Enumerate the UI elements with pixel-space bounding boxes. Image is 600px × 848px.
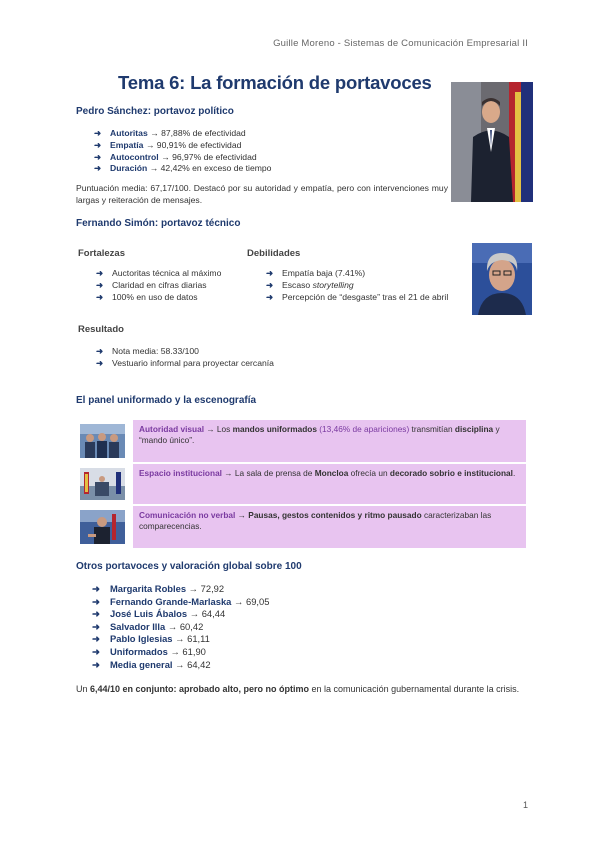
item-text: → 64,42 <box>175 658 211 670</box>
list-item <box>94 152 271 164</box>
row-thumbnail <box>76 464 129 504</box>
weaknesses-title: Debilidades <box>247 248 301 259</box>
otros-list <box>92 583 269 671</box>
row-text-bold: disciplina <box>454 424 494 434</box>
item-label: Autocontrol <box>110 151 159 162</box>
list-item <box>92 583 269 596</box>
row-lead: Autoridad visual <box>139 424 205 434</box>
list-item <box>266 280 448 292</box>
row-text-part: caracterizaban las comparecencias. <box>139 510 492 531</box>
row-lead: Comunicación no verbal <box>139 510 236 520</box>
uniformed-image <box>80 424 125 458</box>
row-text-bold: Pausas, gestos contenidos y ritmo pausado <box>248 510 422 520</box>
arrow-icon: ➜ <box>266 268 274 278</box>
weaknesses-list <box>266 268 448 303</box>
sanchez-photo <box>451 82 533 202</box>
item-text: → 69,05 <box>234 595 270 607</box>
arrow-icon: ➜ <box>266 279 274 290</box>
row-thumbnail <box>76 420 129 462</box>
arrow-icon: ➜ <box>92 658 100 670</box>
speaker-image <box>80 510 125 544</box>
page-header: Guille Moreno - Sistemas de Comunicación Empresarial II <box>273 38 528 49</box>
simon-photo <box>472 243 532 315</box>
item-text: Escaso <box>282 279 313 290</box>
sanchez-summary: Puntuación media: 67,17/100. Destacó por su autoridad y empatía, pero con intervenciones muy largas y reiteración de mensajes. <box>76 183 448 205</box>
item-label: Media general <box>110 658 173 670</box>
arrow-icon: ➜ <box>92 608 100 620</box>
row-text-part: → <box>235 510 249 520</box>
panel-heading: El panel uniformado y la escenografía <box>76 395 257 406</box>
list-item <box>96 280 221 292</box>
row-text <box>133 464 526 504</box>
page-title: Tema 6: La formación de portavoces <box>118 72 432 93</box>
row-text-highlight: (13,46% de apariciones) <box>319 424 410 434</box>
list-item <box>94 128 271 140</box>
row-thumbnail <box>76 506 129 548</box>
list-item <box>96 268 221 280</box>
item-label: Salvador Illa <box>110 620 166 632</box>
strengths-title: Fortalezas <box>78 248 125 259</box>
panel-row <box>76 420 526 462</box>
panel-row <box>76 506 526 548</box>
list-item <box>266 292 448 304</box>
item-label: Margarita Robles <box>110 583 187 594</box>
row-text-part: ofrecía un <box>348 468 390 478</box>
item-label: Autoritas <box>110 128 148 138</box>
row-text-bold: Moncloa <box>314 468 349 478</box>
arrow-icon: ➜ <box>96 291 104 302</box>
conclusion-text: Un <box>76 684 91 694</box>
arrow-icon: ➜ <box>94 128 102 138</box>
item-text: 100% en uso de datos <box>112 291 198 302</box>
sanchez-heading: Pedro Sánchez: portavoz político <box>76 106 234 117</box>
item-label: Empatía <box>110 139 144 150</box>
list-item <box>94 163 271 175</box>
list-item <box>266 268 448 280</box>
arrow-icon: ➜ <box>92 595 100 607</box>
item-text: → 87,88% de efectividad <box>150 128 246 138</box>
row-text-part: . <box>512 468 516 478</box>
arrow-icon: ➜ <box>92 583 100 594</box>
arrow-icon: ➜ <box>94 139 102 150</box>
portrait-image <box>451 82 533 202</box>
item-label: Fernando Grande-Marlaska <box>110 595 232 607</box>
list-item <box>92 596 269 609</box>
list-item <box>92 621 269 634</box>
portrait-image <box>472 243 532 315</box>
arrow-icon: ➜ <box>94 151 102 162</box>
simon-heading: Fernando Simón: portavoz técnico <box>76 218 241 229</box>
list-item <box>96 358 274 370</box>
row-text-bold: decorado sobrio e institucional <box>389 468 513 478</box>
list-item <box>96 346 274 358</box>
arrow-icon: ➜ <box>266 291 274 302</box>
item-text: Auctoritas técnica al máximo <box>112 268 222 278</box>
strengths-list <box>96 268 221 303</box>
row-text <box>133 506 526 548</box>
arrow-icon: ➜ <box>92 633 100 645</box>
row-text <box>133 420 526 462</box>
list-item <box>92 633 269 646</box>
row-text-part: transmitían <box>409 424 455 434</box>
item-text: Claridad en cifras diarias <box>112 279 207 290</box>
item-text: → 42,42% en exceso de tiempo <box>149 163 272 174</box>
page-number: 1 <box>522 800 528 810</box>
item-text: → 61,90 <box>170 645 206 657</box>
item-text: → 60,42 <box>167 620 204 632</box>
item-text: → 72,92 <box>188 583 225 594</box>
result-title: Resultado <box>78 324 124 335</box>
item-text-italic: storytelling <box>312 279 354 290</box>
otros-heading: Otros portavoces y valoración global sobre 100 <box>76 561 302 572</box>
item-label: José Luis Ábalos <box>110 608 188 620</box>
arrow-icon: ➜ <box>96 346 104 356</box>
list-item <box>94 140 271 152</box>
row-text-part: → Los <box>204 424 233 434</box>
panel-row <box>76 464 526 504</box>
conclusion-paragraph <box>76 683 526 696</box>
list-item <box>96 292 221 304</box>
item-label: Pablo Iglesias <box>110 633 173 645</box>
item-text: Nota media: 58.33/100 <box>112 346 199 356</box>
list-item <box>92 646 269 659</box>
press-room-image <box>80 468 125 500</box>
arrow-icon: ➜ <box>96 357 104 368</box>
list-item <box>92 608 269 621</box>
item-text: Empatía baja (7.41%) <box>282 268 366 278</box>
row-text-part: → La sala de prensa de <box>222 468 315 478</box>
item-text: → 96,97% de efectividad <box>161 151 257 162</box>
item-label: Duración <box>110 163 148 174</box>
arrow-icon: ➜ <box>96 279 104 290</box>
list-item <box>92 659 269 672</box>
item-text: → 64,44 <box>189 608 226 620</box>
item-label: Uniformados <box>110 645 168 657</box>
conclusion-bold: 6,44/10 en conjunto: aprobado alto, pero no óptimo <box>90 684 310 694</box>
arrow-icon: ➜ <box>94 163 102 174</box>
arrow-icon: ➜ <box>96 268 104 278</box>
sanchez-list <box>94 128 271 175</box>
row-lead: Espacio institucional <box>139 468 222 478</box>
arrow-icon: ➜ <box>92 620 100 632</box>
item-text: Percepción de “desgaste” tras el 21 de abril <box>282 291 449 302</box>
item-text: → 90,91% de efectividad <box>145 139 242 150</box>
item-text: Vestuario informal para proyectar cercanía <box>112 357 274 368</box>
conclusion-text: en la comunicación gubernamental durante la crisis. <box>309 684 520 694</box>
arrow-icon: ➜ <box>92 645 100 657</box>
item-text: → 61,11 <box>175 633 210 645</box>
row-text-part: y “mando único”. <box>139 424 500 445</box>
row-text-bold: mandos uniformados <box>232 424 317 434</box>
results-list <box>96 346 274 370</box>
